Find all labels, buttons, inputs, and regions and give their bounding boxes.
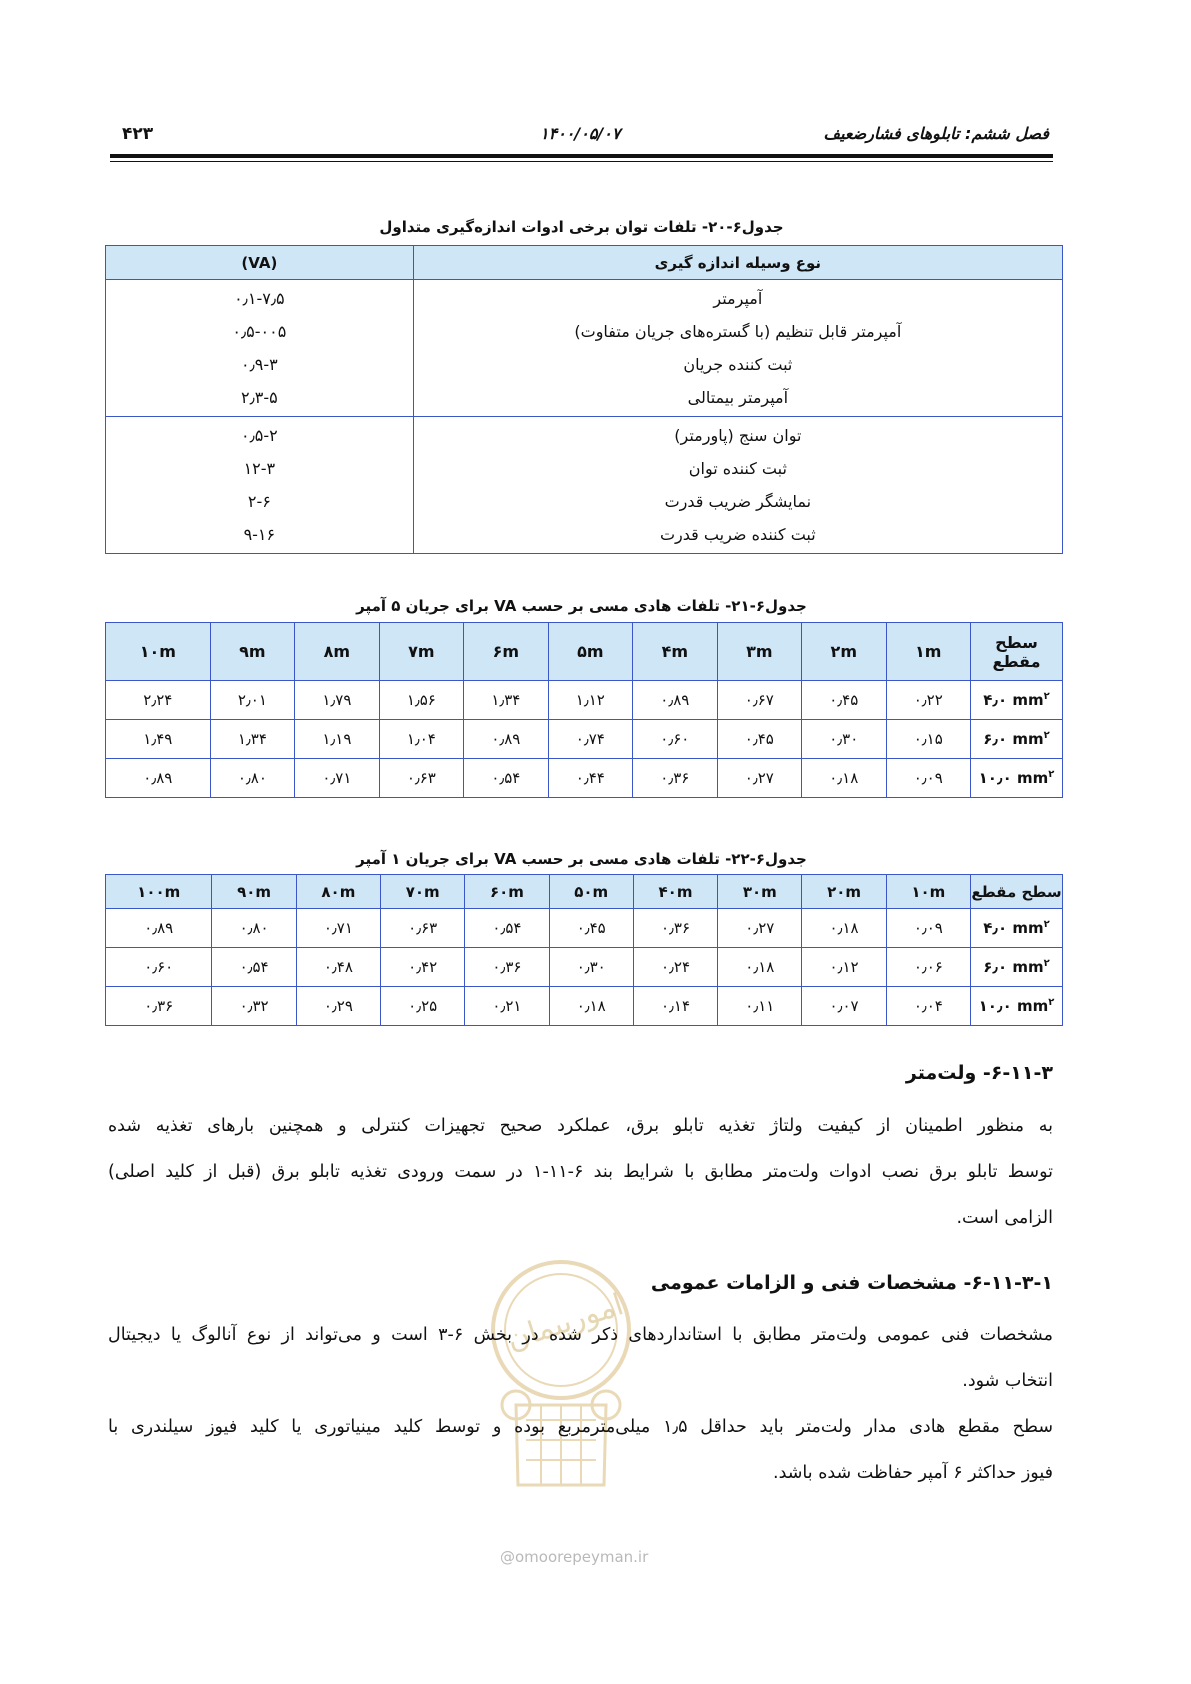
table-cell: ۰٫۳۶ bbox=[106, 987, 212, 1026]
row-label-exponent: ۲ bbox=[1043, 691, 1050, 702]
table-cell: ۰٫۳۲ bbox=[212, 987, 296, 1026]
table-cell: ۰٫۵۴ bbox=[465, 909, 549, 948]
row-label bbox=[971, 948, 1063, 987]
table-cell: ۰٫۴۲ bbox=[381, 948, 465, 987]
row-label-exponent: ۲ bbox=[1043, 919, 1050, 930]
table-cell: ۰٫۴۴ bbox=[548, 759, 632, 798]
table-row bbox=[106, 987, 1063, 1026]
watermark-url: @omoorepeyman.ir bbox=[500, 1548, 649, 1566]
table21-col-header: ۲m bbox=[802, 623, 886, 681]
table20-value: ۰٫۵-۰۰۵ bbox=[232, 322, 287, 341]
table22-col-header: ۸۰m bbox=[296, 875, 380, 909]
table20-item: آمپرمتر قابل تنظیم (با گستره‌های جریان متفاوت) bbox=[574, 322, 902, 341]
table-row bbox=[106, 909, 1063, 948]
watermark-seal-text: امورپیمان bbox=[502, 1287, 628, 1358]
chapter-title: فصل ششم: تابلوهای فشارضعیف bbox=[823, 124, 1049, 143]
table22-col-header: ۵۰m bbox=[549, 875, 633, 909]
specs-paragraph1-line1: مشخصات فنی عمومی ولت‌متر مطابق با استانداردهای ذکر شده در بخش ۶-۳ است و می‌تواند از نوع آنالوگ یا دیجیتال bbox=[108, 1325, 1053, 1345]
table20-value: ۲-۶ bbox=[247, 492, 271, 511]
table-cell: ۰٫۸۹ bbox=[106, 759, 211, 798]
table21-col-header: ۷m bbox=[379, 623, 463, 681]
table-cell: ۰٫۴۵ bbox=[717, 720, 801, 759]
table-cell: ۰٫۰۶ bbox=[886, 948, 970, 987]
table-row bbox=[106, 720, 1063, 759]
table20-group-2-values bbox=[106, 417, 414, 554]
table-cell: ۰٫۱۱ bbox=[718, 987, 802, 1026]
table20-item: ثبت کننده ضریب قدرت bbox=[659, 525, 816, 544]
table-cell: ۱٫۷۹ bbox=[295, 681, 379, 720]
table-cell: ۰٫۱۴ bbox=[633, 987, 717, 1026]
specs-paragraph1-line2: انتخاب شود. bbox=[962, 1371, 1053, 1391]
row-label-text: ۱۰٫۰ mm bbox=[978, 769, 1049, 787]
table-cell: ۱٫۱۲ bbox=[548, 681, 632, 720]
table-cell: ۰٫۱۵ bbox=[886, 720, 970, 759]
table22-col-header: ۲۰m bbox=[802, 875, 886, 909]
page-header bbox=[110, 118, 1053, 152]
table20-value: ۰٫۹-۳ bbox=[240, 355, 278, 374]
table20-value: ۰٫۵-۲ bbox=[240, 426, 278, 445]
table-cell: ۰٫۸۹ bbox=[464, 720, 548, 759]
table22-caption: جدول۶-۲۲- تلفات هادی مسی بر حسب VA برای جریان ۱ آمپر bbox=[356, 850, 807, 868]
table-cell: ۰٫۶۳ bbox=[381, 909, 465, 948]
table21-corner-line1: سطح bbox=[995, 632, 1038, 652]
table21-col-header: ۱۰m bbox=[106, 623, 211, 681]
row-label-exponent: ۲ bbox=[1048, 769, 1055, 780]
table-cell: ۰٫۳۰ bbox=[549, 948, 633, 987]
table20-item: ثبت کننده توان bbox=[688, 459, 787, 478]
table-cell: ۰٫۲۷ bbox=[717, 759, 801, 798]
table20-group-2 bbox=[106, 417, 1063, 554]
table22-col-header: ۳۰m bbox=[718, 875, 802, 909]
header-rule-thick bbox=[110, 154, 1053, 158]
table-cell: ۰٫۲۱ bbox=[465, 987, 549, 1026]
table20-value: ۲٫۳-۵ bbox=[240, 388, 278, 407]
row-label-text: ۴٫۰ mm bbox=[983, 691, 1044, 709]
table20-header-va: (VA) bbox=[106, 246, 414, 280]
voltmeter-paragraph-line2: توسط تابلو برق نصب ادوات ولت‌متر مطابق با شرایط بند ۶-۱۱-۱ در سمت ورودی تغذیه تابلو برق (قبل از کلید اصلی) bbox=[108, 1162, 1053, 1182]
section-heading-specs: ۶-۱۱-۳-۱- مشخصات فنی و الزامات عمومی bbox=[650, 1272, 1053, 1294]
table-cell: ۰٫۱۲ bbox=[802, 948, 886, 987]
table20-group-1-values bbox=[106, 280, 414, 417]
table-cell: ۱٫۳۴ bbox=[210, 720, 294, 759]
row-label-exponent: ۲ bbox=[1043, 730, 1050, 741]
table21-corner bbox=[971, 623, 1063, 681]
row-label-exponent: ۲ bbox=[1048, 997, 1055, 1008]
table21-corner-line2: مقطع bbox=[992, 651, 1041, 671]
table20 bbox=[105, 245, 1063, 554]
table-cell: ۰٫۷۱ bbox=[295, 759, 379, 798]
row-label bbox=[971, 681, 1063, 720]
table21-header-row bbox=[106, 623, 1063, 681]
voltmeter-paragraph-line3: الزامی است. bbox=[956, 1208, 1053, 1228]
table20-value: ۹-۱۶ bbox=[243, 525, 276, 544]
specs-paragraph2-line2: فیوز حداکثر ۶ آمپر حفاظت شده باشد. bbox=[773, 1463, 1053, 1483]
table21-col-header: ۸m bbox=[295, 623, 379, 681]
table-cell: ۰٫۰۴ bbox=[886, 987, 970, 1026]
table-cell: ۰٫۸۹ bbox=[633, 681, 717, 720]
table-row bbox=[106, 948, 1063, 987]
table22-corner: سطح مقطع bbox=[971, 875, 1063, 909]
table-cell: ۰٫۶۳ bbox=[379, 759, 463, 798]
table22-col-header: ۷۰m bbox=[381, 875, 465, 909]
table21 bbox=[105, 622, 1063, 798]
table22-header-row bbox=[106, 875, 1063, 909]
table22-col-header: ۴۰m bbox=[633, 875, 717, 909]
table-cell: ۰٫۱۸ bbox=[549, 987, 633, 1026]
table-cell: ۰٫۳۶ bbox=[633, 909, 717, 948]
table-cell: ۱٫۴۹ bbox=[106, 720, 211, 759]
table-cell: ۰٫۱۸ bbox=[802, 909, 886, 948]
table-cell: ۰٫۲۷ bbox=[718, 909, 802, 948]
table-cell: ۰٫۰۹ bbox=[886, 759, 970, 798]
specs-paragraph2-line1: سطح مقطع هادی مدار ولت‌متر باید حداقل ۱٫۵ میلی‌مترمربع بوده و توسط کلید مینیاتوری یا کلید فیوز سیلندری با bbox=[108, 1417, 1053, 1437]
table20-item: ثبت کننده جریان bbox=[683, 355, 793, 374]
table-cell: ۰٫۶۷ bbox=[717, 681, 801, 720]
table22-col-header: ۱۰۰m bbox=[106, 875, 212, 909]
table21-col-header: ۶m bbox=[464, 623, 548, 681]
table21-col-header: ۱m bbox=[886, 623, 970, 681]
table-cell: ۱٫۰۴ bbox=[379, 720, 463, 759]
table20-group-2-items bbox=[413, 417, 1062, 554]
table20-group-1-items bbox=[413, 280, 1062, 417]
table20-value: ۱۲-۳ bbox=[243, 459, 276, 478]
table-cell: ۰٫۶۰ bbox=[106, 948, 212, 987]
table-cell: ۰٫۴۵ bbox=[549, 909, 633, 948]
table-cell: ۰٫۳۶ bbox=[633, 759, 717, 798]
table-cell: ۱٫۵۶ bbox=[379, 681, 463, 720]
table-cell: ۰٫۶۰ bbox=[633, 720, 717, 759]
table22-col-header: ۱۰m bbox=[886, 875, 970, 909]
row-label bbox=[971, 720, 1063, 759]
table20-value: ۰٫۱-۷٫۵ bbox=[234, 289, 285, 308]
table20-item: نمایشگر ضریب قدرت bbox=[664, 492, 812, 511]
row-label-text: ۶٫۰ mm bbox=[983, 730, 1044, 748]
table21-col-header: ۳m bbox=[717, 623, 801, 681]
table20-header-device: نوع وسیله اندازه گیری bbox=[413, 246, 1062, 280]
table-cell: ۲٫۰۱ bbox=[210, 681, 294, 720]
table-cell: ۰٫۱۸ bbox=[718, 948, 802, 987]
table-cell: ۱٫۱۹ bbox=[295, 720, 379, 759]
table20-caption: جدول۶-۲۰- تلفات توان برخی ادوات اندازه‌گیری متداول bbox=[379, 218, 784, 236]
table-cell: ۰٫۰۹ bbox=[886, 909, 970, 948]
table-cell: ۰٫۷۴ bbox=[548, 720, 632, 759]
table-cell: ۰٫۲۲ bbox=[886, 681, 970, 720]
table-cell: ۱٫۳۴ bbox=[464, 681, 548, 720]
table22-col-header: ۶۰m bbox=[465, 875, 549, 909]
table-cell: ۰٫۳۰ bbox=[802, 720, 886, 759]
table-cell: ۰٫۷۱ bbox=[296, 909, 380, 948]
page-number: ۴۲۳ bbox=[122, 124, 154, 144]
table-cell: ۰٫۳۶ bbox=[465, 948, 549, 987]
row-label bbox=[971, 759, 1063, 798]
table-row bbox=[106, 759, 1063, 798]
table20-group-1 bbox=[106, 280, 1063, 417]
row-label-exponent: ۲ bbox=[1043, 958, 1050, 969]
row-label-text: ۶٫۰ mm bbox=[983, 958, 1044, 976]
header-date: ۱۴۰۰/۰۵/۰۷ bbox=[540, 124, 621, 143]
table21-caption: جدول۶-۲۱- تلفات هادی مسی بر حسب VA برای جریان ۵ آمپر bbox=[356, 597, 807, 615]
table-cell: ۰٫۱۸ bbox=[802, 759, 886, 798]
table21-col-header: ۴m bbox=[633, 623, 717, 681]
table-cell: ۰٫۵۴ bbox=[464, 759, 548, 798]
table-row bbox=[106, 681, 1063, 720]
section-heading-voltmeter: ۶-۱۱-۳- ولت‌متر bbox=[905, 1062, 1053, 1084]
row-label bbox=[971, 909, 1063, 948]
table-cell: ۲٫۲۴ bbox=[106, 681, 211, 720]
row-label bbox=[971, 987, 1063, 1026]
table-cell: ۰٫۲۹ bbox=[296, 987, 380, 1026]
table-cell: ۰٫۴۵ bbox=[802, 681, 886, 720]
table21-col-header: ۹m bbox=[210, 623, 294, 681]
header-rule-thin bbox=[110, 161, 1053, 162]
table22-col-header: ۹۰m bbox=[212, 875, 296, 909]
table20-item: آمپرمتر بیمتالی bbox=[687, 388, 789, 407]
voltmeter-paragraph-line1: به منظور اطمینان از کیفیت ولتاژ تغذیه تابلو برق، عملکرد صحیح تجهیزات کنترلی و همچنین بارهای تغذیه شده bbox=[108, 1116, 1053, 1136]
table22 bbox=[105, 874, 1063, 1026]
table-cell: ۰٫۸۰ bbox=[212, 909, 296, 948]
row-label-text: ۴٫۰ mm bbox=[983, 919, 1044, 937]
table-cell: ۰٫۲۴ bbox=[633, 948, 717, 987]
row-label-text: ۱۰٫۰ mm bbox=[978, 997, 1049, 1015]
table-cell: ۰٫۸۹ bbox=[106, 909, 212, 948]
table-cell: ۰٫۵۴ bbox=[212, 948, 296, 987]
table20-item: توان سنج (پاورمتر) bbox=[674, 426, 802, 445]
table-cell: ۰٫۴۸ bbox=[296, 948, 380, 987]
table20-item: آمپرمتر bbox=[713, 289, 763, 308]
table21-col-header: ۵m bbox=[548, 623, 632, 681]
table-cell: ۰٫۸۰ bbox=[210, 759, 294, 798]
table-cell: ۰٫۰۷ bbox=[802, 987, 886, 1026]
table-cell: ۰٫۲۵ bbox=[381, 987, 465, 1026]
